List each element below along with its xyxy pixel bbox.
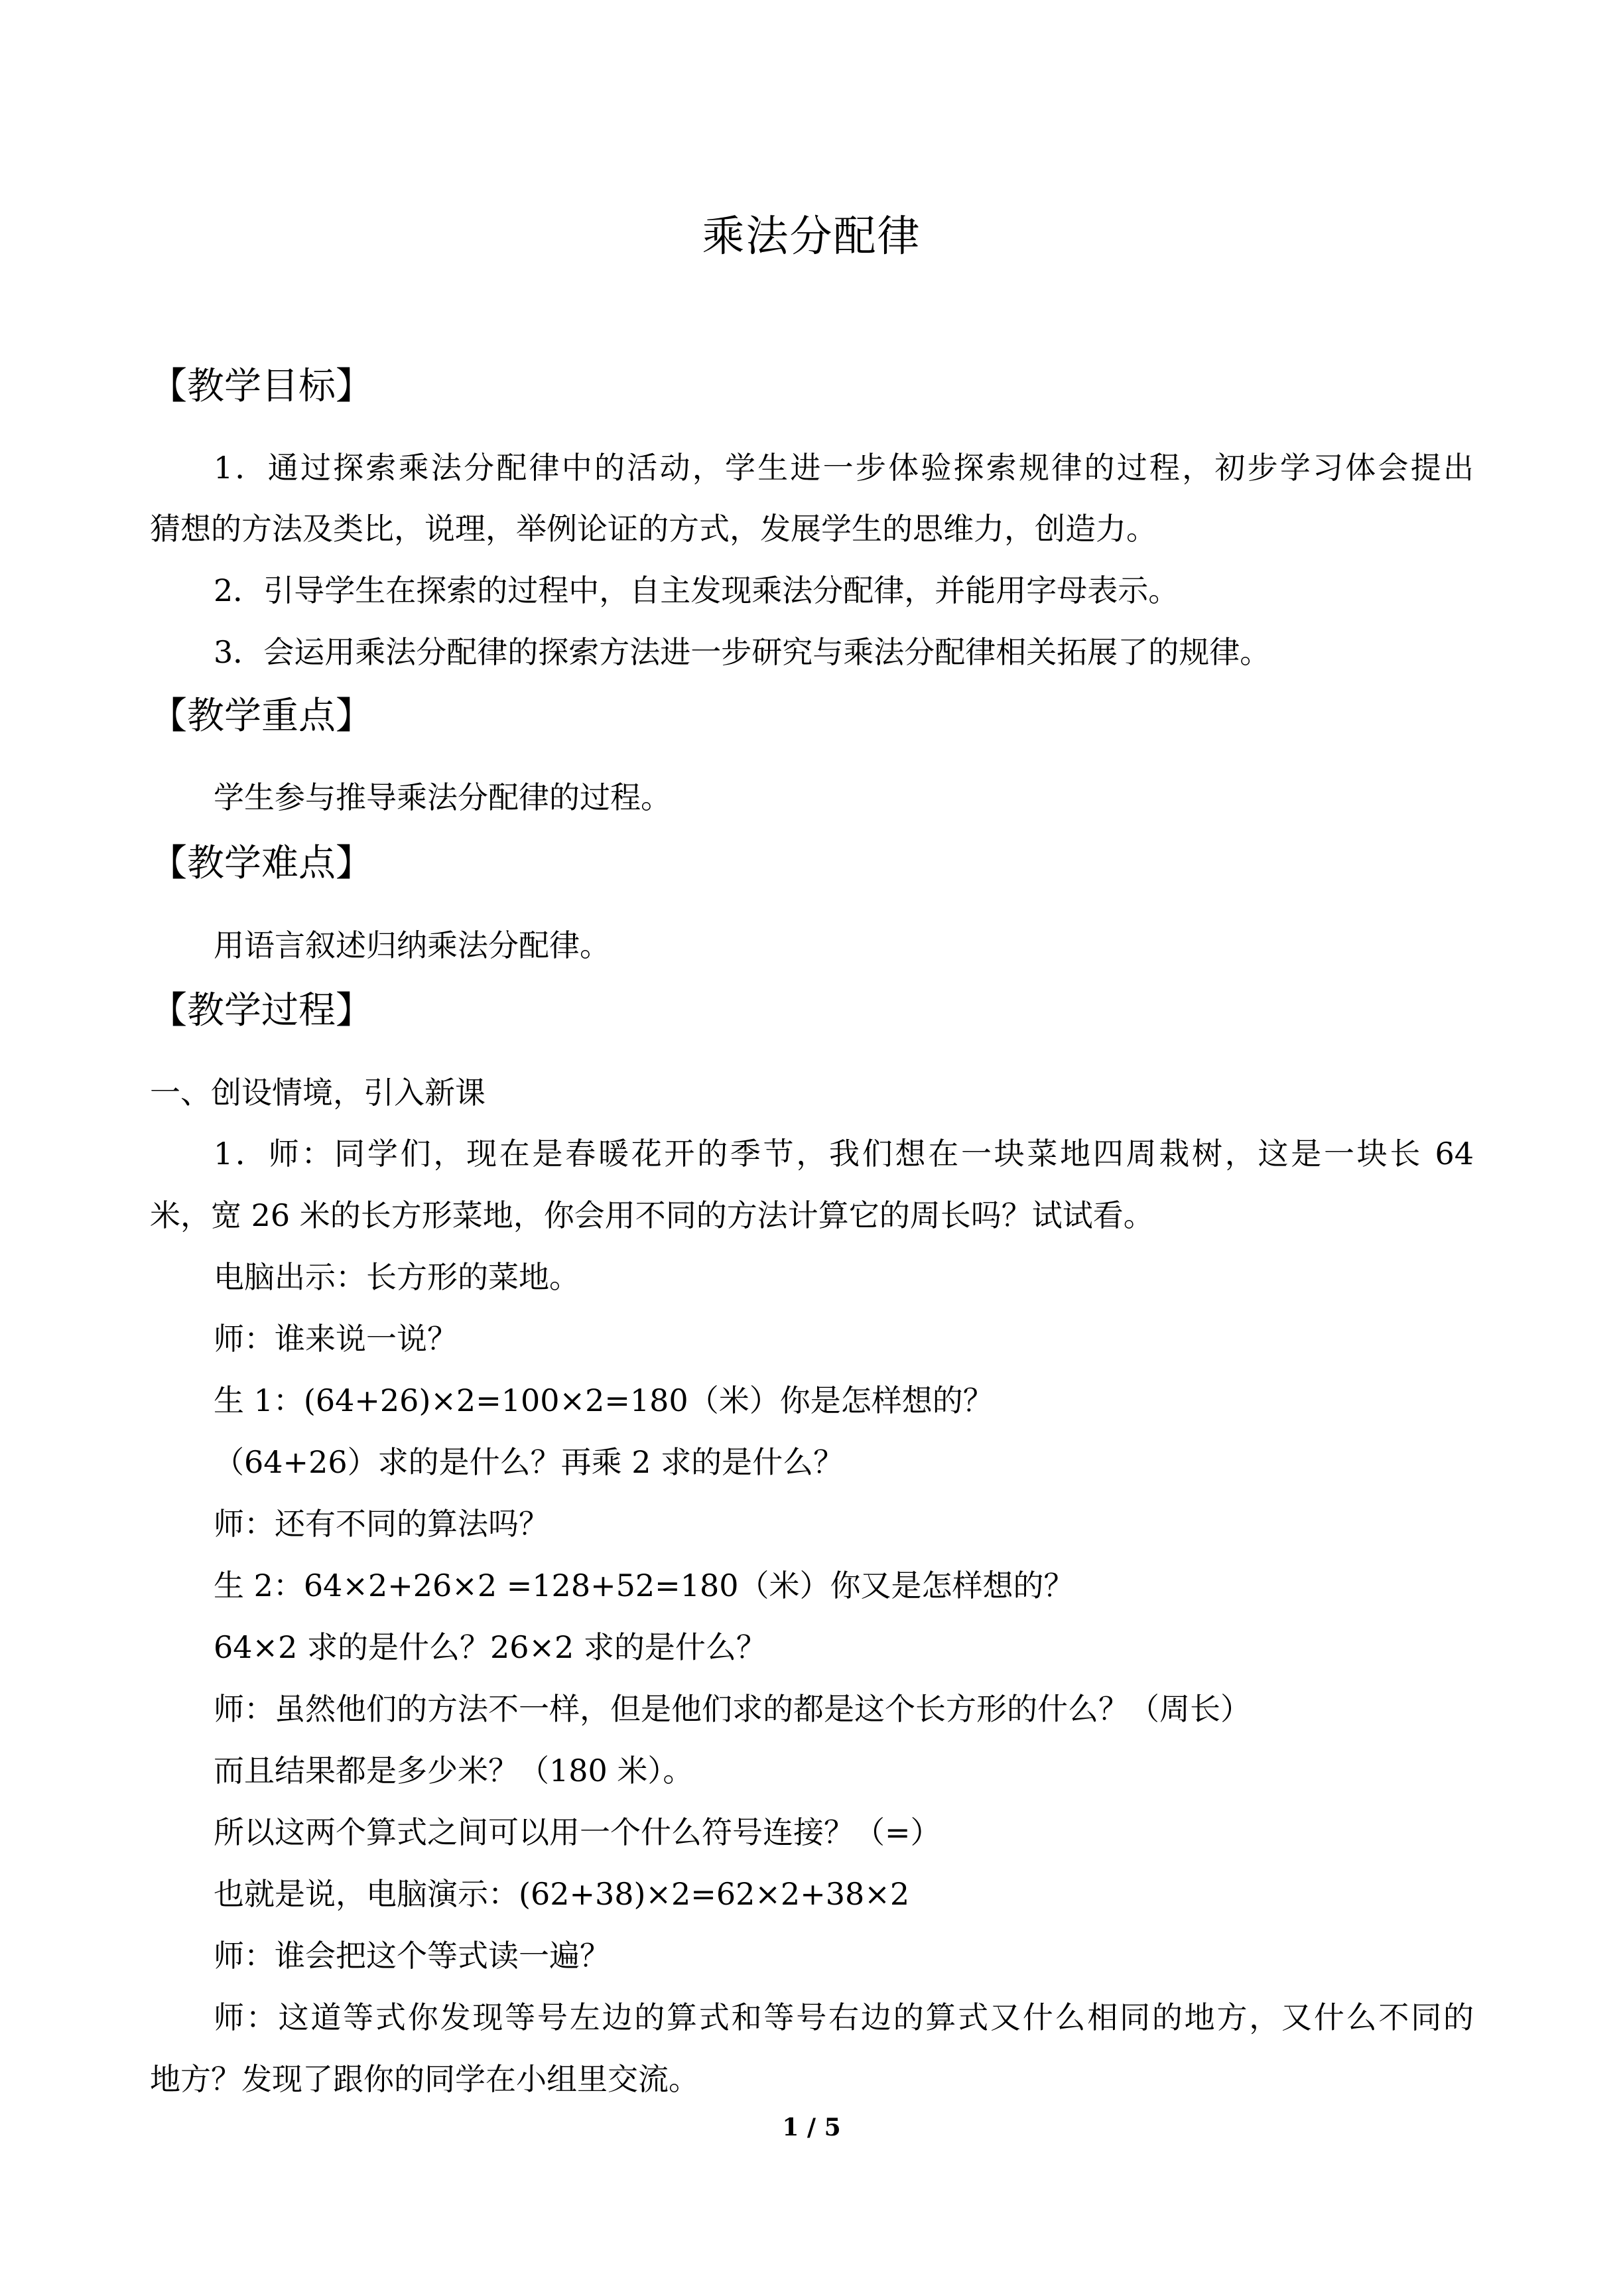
process-line-6: （64+26）求的是什么？再乘 2 求的是什么？ (214, 1444, 844, 1480)
process-part-1-title: 一、创设情境，引入新课 (150, 1075, 486, 1111)
process-line-16: 地方？发现了跟你的同学在小组里交流。 (150, 2061, 699, 2097)
process-line-3: 电脑出示：长方形的菜地。 (214, 1259, 580, 1295)
process-line-5: 生 1：(64+26)×2=100×2=180（米）你是怎样想的？ (214, 1383, 994, 1418)
process-line-9: 64×2 求的是什么？26×2 求的是什么？ (214, 1629, 767, 1665)
objectives-heading: 【教学目标】 (150, 365, 373, 408)
objective-item-3: 3．会运用乘法分配律的探索方法进一步研究与乘法分配律相关拓展了的规律。 (214, 634, 1271, 670)
process-line-12: 所以这两个算式之间可以用一个什么符号连接？（=） (214, 1814, 941, 1850)
process-line-13: 也就是说，电脑演示：(62+38)×2=62×2+38×2 (214, 1876, 910, 1912)
key-points-text: 学生参与推导乘法分配律的过程。 (214, 779, 671, 815)
difficulties-text: 用语言叙述归纳乘法分配律。 (214, 927, 610, 963)
process-line-4: 师：谁来说一说？ (214, 1321, 458, 1357)
objective-item-1-line-2: 猜想的方法及类比，说理，举例论证的方式，发展学生的思维力，创造力。 (150, 511, 1157, 547)
process-line-14: 师：谁会把这个等式读一遍？ (214, 1938, 610, 1974)
key-points-heading: 【教学重点】 (150, 695, 373, 738)
process-line-7: 师：还有不同的算法吗？ (214, 1506, 549, 1542)
process-line-2: 米，宽 26 米的长方形菜地，你会用不同的方法计算它的周长吗？试试看。 (150, 1197, 1154, 1233)
difficulties-heading: 【教学难点】 (150, 842, 373, 885)
document-title: 乘法分配律 (702, 212, 921, 261)
objective-item-2: 2．引导学生在探索的过程中，自主发现乘法分配律，并能用字母表示。 (214, 573, 1179, 608)
process-line-11: 而且结果都是多少米？（180 米）。 (214, 1753, 694, 1789)
process-line-15: 师：这道等式你发现等号左边的算式和等号右边的算式又什么相同的地方，又什么不同的 (214, 1999, 1474, 2035)
process-line-1: 1．师：同学们，现在是春暖花开的季节，我们想在一块菜地四周栽树，这是一块长 64 (214, 1136, 1474, 1172)
process-line-8: 生 2：64×2+26×2 =128+52=180（米）你又是怎样想的？ (214, 1568, 1074, 1603)
process-line-10: 师：虽然他们的方法不一样，但是他们求的都是这个长方形的什么？（周长） (214, 1691, 1251, 1727)
objective-item-1-line-1: 1．通过探索乘法分配律中的活动，学生进一步体验探索规律的过程，初步学习体会提出 (214, 450, 1474, 486)
process-heading: 【教学过程】 (150, 989, 373, 1032)
page-number: 1 / 5 (782, 2114, 841, 2141)
